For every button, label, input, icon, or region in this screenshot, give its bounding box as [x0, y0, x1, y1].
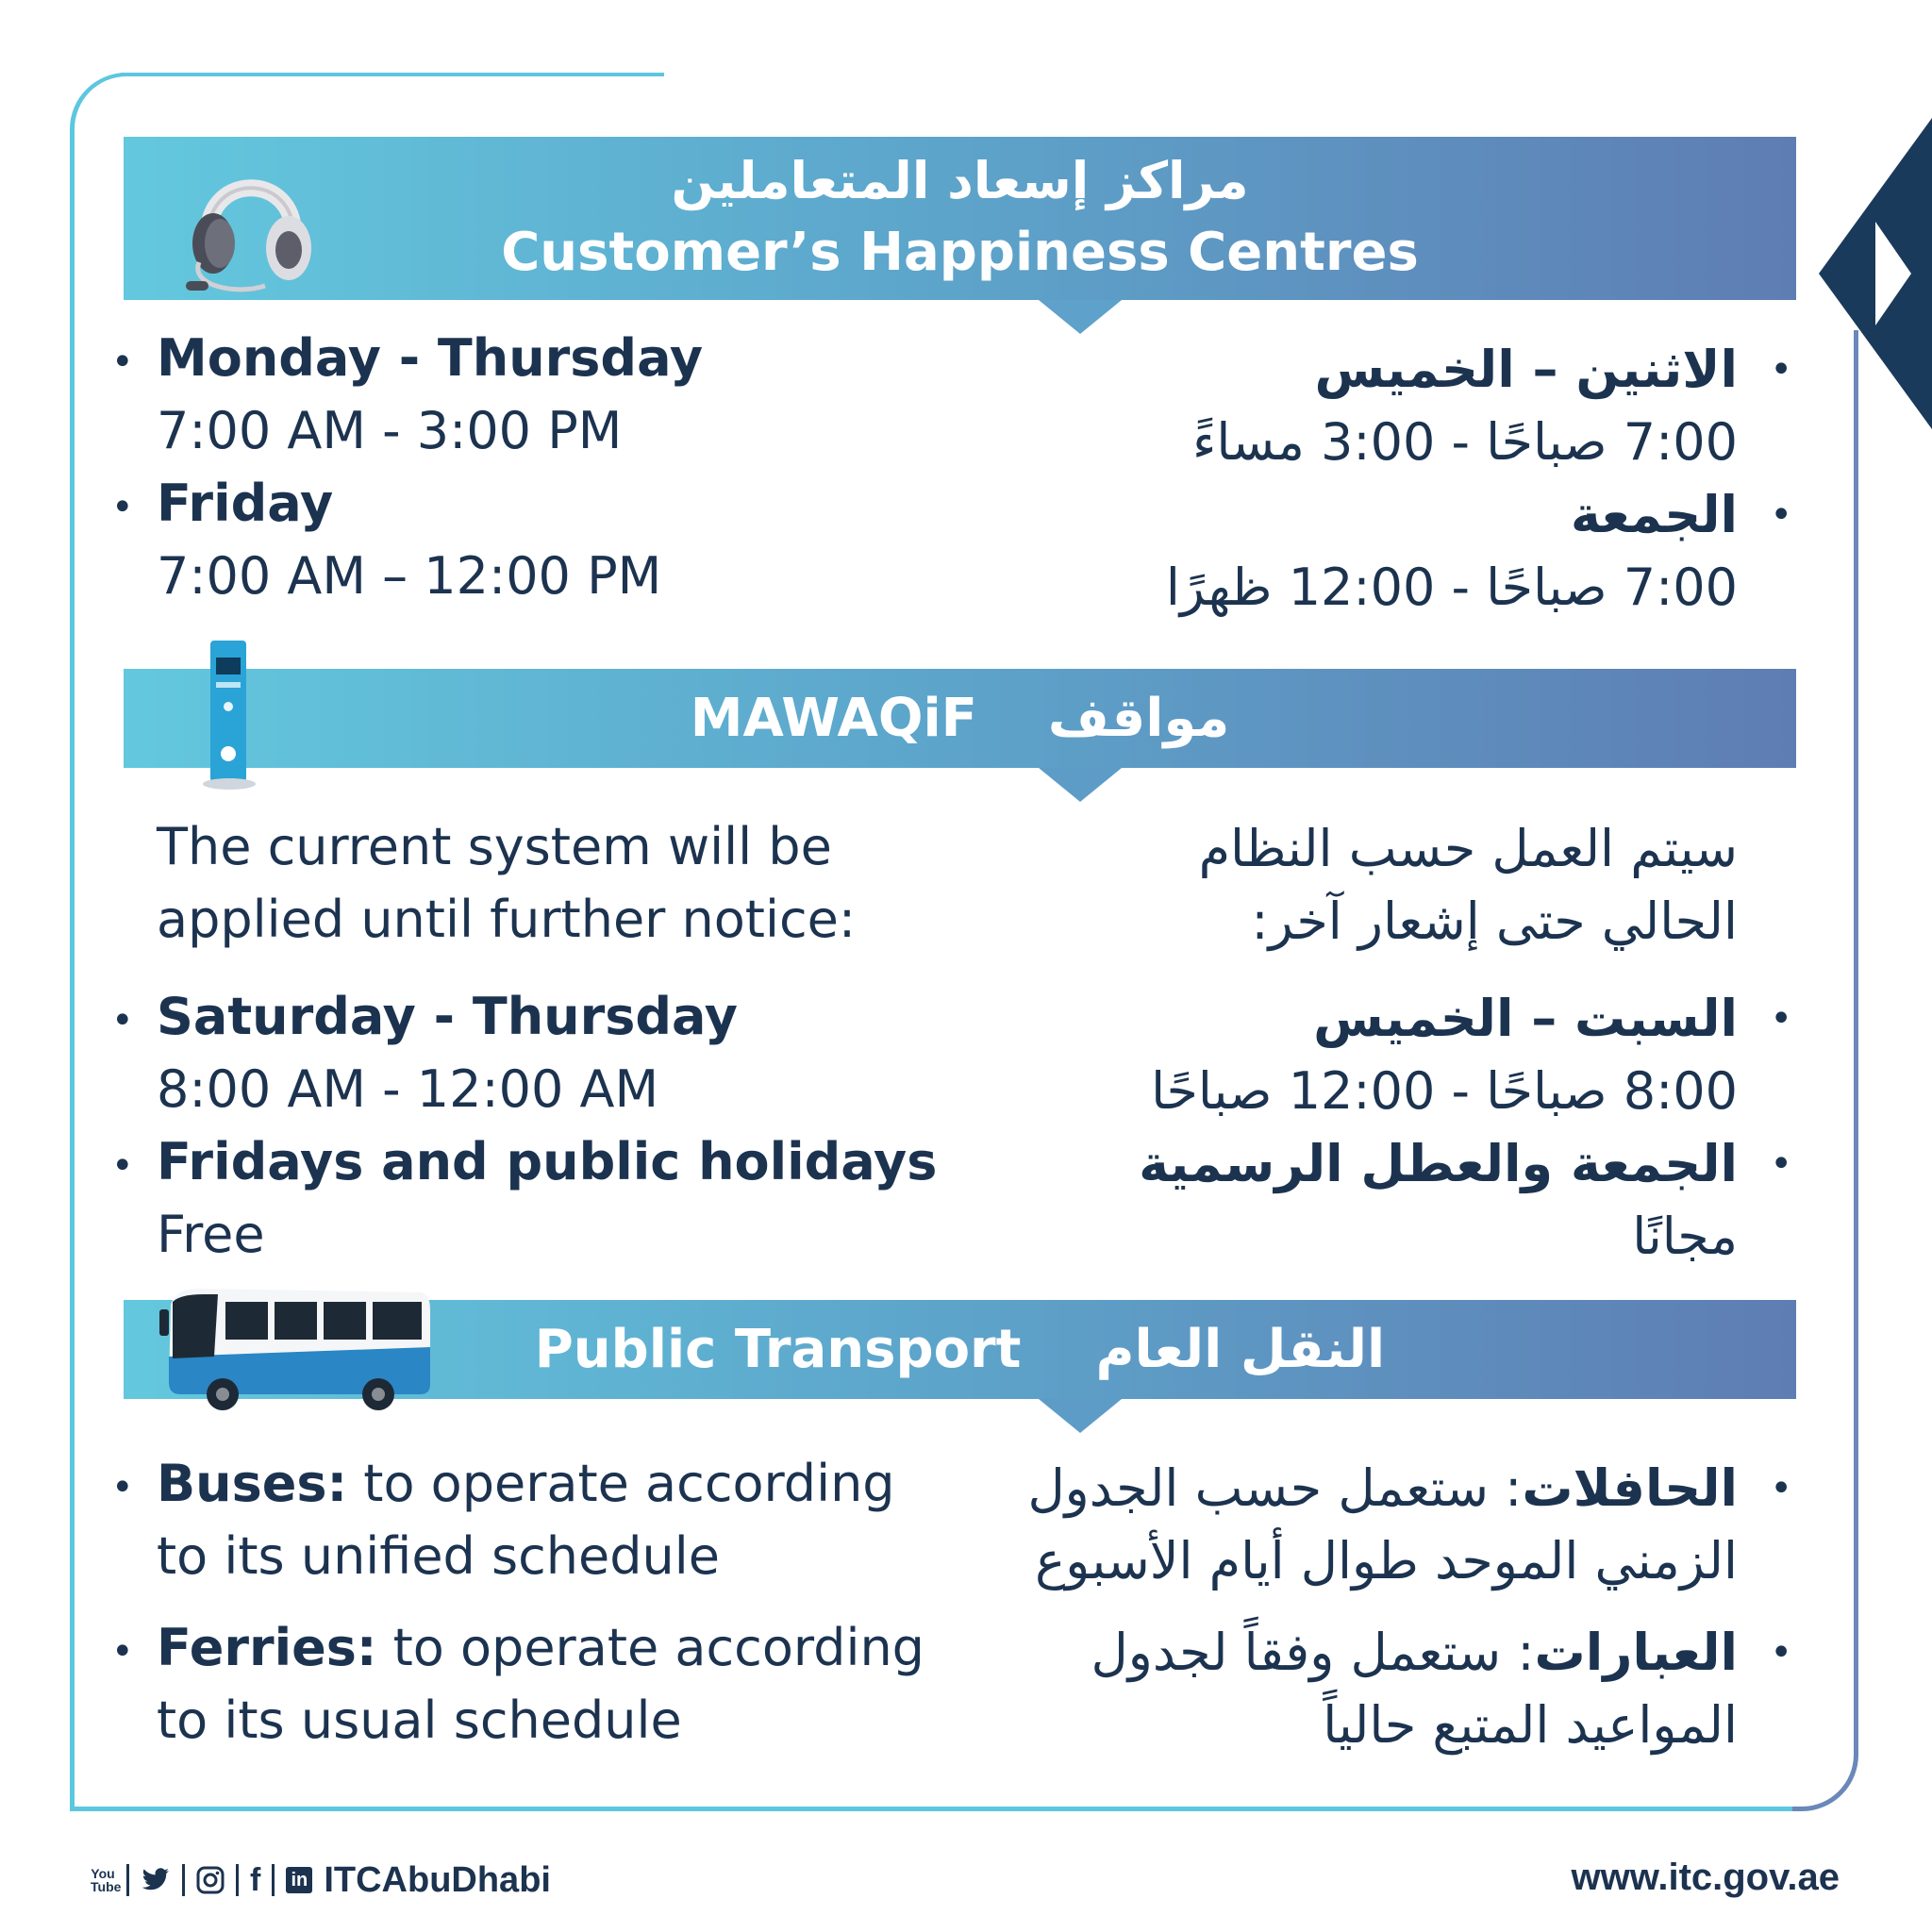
frame-right-border — [1792, 330, 1858, 1811]
bullet: • — [111, 1630, 134, 1674]
bullet: • — [1770, 348, 1792, 391]
mawaqif-en-label-2: Fridays and public holidays — [157, 1132, 938, 1191]
happiness-ar-label-1: الاثنين – الخميس — [1314, 340, 1738, 399]
divider — [182, 1864, 185, 1896]
transport-header-band — [124, 1300, 1796, 1399]
twitter-icon[interactable] — [141, 1866, 171, 1894]
frame-bottom-line — [70, 1807, 1796, 1811]
mawaqif-en-value-1: 8:00 AM - 12:00 AM — [157, 1059, 659, 1119]
mawaqif-ar-label-2: الجمعة والعطل الرسمية — [1139, 1134, 1738, 1193]
buses-text-ar-2: الزمني الموحد طوال أيام الأسبوع — [1035, 1531, 1738, 1591]
divider — [236, 1864, 239, 1896]
bullet: • — [1770, 493, 1792, 537]
ferries-label-ar: العبارات — [1534, 1623, 1738, 1682]
bullet: • — [111, 341, 134, 384]
linkedin-icon[interactable]: in — [286, 1867, 312, 1893]
happiness-title-en: Customer’s Happiness Centres — [501, 222, 1419, 283]
mawaqif-header-band — [124, 669, 1796, 768]
mawaqif-en-value-2: Free — [157, 1205, 265, 1264]
ferries-text-en-2: to its usual schedule — [157, 1690, 682, 1750]
happiness-en-value-2: 7:00 AM – 12:00 PM — [157, 546, 662, 606]
mawaqif-ar-value-2: مجانًا — [1632, 1207, 1738, 1266]
instagram-icon[interactable] — [196, 1866, 225, 1894]
happiness-en-label-1: Monday - Thursday — [157, 328, 704, 388]
website-link[interactable]: www.itc.gov.ae — [1571, 1857, 1840, 1898]
frame-left-border — [70, 73, 145, 1811]
happiness-ar-value-2: 7:00 صباحًا - 12:00 ظهرًا — [1165, 558, 1738, 617]
bullet: • — [111, 1466, 134, 1509]
happiness-ar-list — [917, 340, 1792, 625]
ferries-label-en: Ferries: — [157, 1618, 377, 1677]
facebook-icon[interactable]: f — [250, 1862, 261, 1898]
mawaqif-intro-en-1: The current system will be — [157, 817, 832, 876]
happiness-en-value-1: 7:00 AM - 3:00 PM — [157, 401, 623, 460]
bullet: • — [1770, 1467, 1792, 1510]
bullet: • — [1770, 1631, 1792, 1674]
bullet: • — [1770, 1142, 1792, 1186]
bullet: • — [1770, 997, 1792, 1041]
ferries-text-ar-1: : ستعمل وفقاً لجدول — [1091, 1623, 1535, 1682]
mawaqif-intro-en-2: applied until further notice: — [157, 890, 857, 949]
mawaqif-en-label-1: Saturday - Thursday — [157, 987, 738, 1046]
transport-title-ar: النقل العام — [1095, 1319, 1386, 1380]
band-pointer — [1039, 768, 1122, 802]
bullet: • — [111, 1144, 134, 1188]
bullet: • — [111, 999, 134, 1042]
happiness-en-label-2: Friday — [157, 474, 334, 533]
transport-title-en: Public Transport — [534, 1319, 1022, 1380]
next-arrow-icon[interactable] — [1819, 118, 1932, 429]
divider — [126, 1864, 129, 1896]
band-pointer — [1039, 1399, 1122, 1433]
ferries-text-en-1: to operate according — [376, 1618, 924, 1677]
mawaqif-ar-list — [917, 819, 1792, 1274]
mawaqif-title-ar: مواقف — [1047, 688, 1230, 749]
buses-text-en-2: to its unified schedule — [157, 1526, 720, 1586]
youtube-icon[interactable]: You Tube — [91, 1866, 122, 1894]
mawaqif-ar-value-1: 8:00 صباحًا - 12:00 صباحًا — [1151, 1061, 1738, 1121]
ferries-text-ar-2: المواعيد المتبع حالياً — [1323, 1695, 1738, 1755]
happiness-ar-value-1: 7:00 صباحًا - 3:00 مساءً — [1191, 412, 1738, 472]
happiness-header-band — [124, 137, 1796, 300]
social-bar — [91, 1857, 551, 1904]
mawaqif-title-en: MAWAQiF — [690, 688, 977, 749]
mawaqif-intro-ar-2: الحالي حتى إشعار آخر: — [1251, 891, 1738, 951]
happiness-ar-label-2: الجمعة — [1570, 485, 1738, 544]
mawaqif-ar-label-1: السبت – الخميس — [1313, 989, 1738, 1048]
buses-label-ar: الحافلات — [1522, 1458, 1738, 1518]
social-handle[interactable]: ITCAbuDhabi — [324, 1859, 551, 1900]
mawaqif-intro-ar-1: سيتم العمل حسب النظام — [1198, 819, 1738, 878]
buses-text-ar-1: : ستعمل حسب الجدول — [1027, 1458, 1523, 1518]
bullet: • — [111, 486, 134, 529]
buses-label-en: Buses: — [157, 1454, 348, 1513]
transport-ar-list — [860, 1458, 1792, 1772]
band-pointer — [1039, 300, 1122, 334]
happiness-title-ar: مراكز إسعاد المتعاملين — [671, 151, 1249, 210]
buses-text-en-1: to operate according — [347, 1454, 895, 1513]
frame-top-line — [121, 73, 664, 76]
divider — [272, 1864, 275, 1896]
